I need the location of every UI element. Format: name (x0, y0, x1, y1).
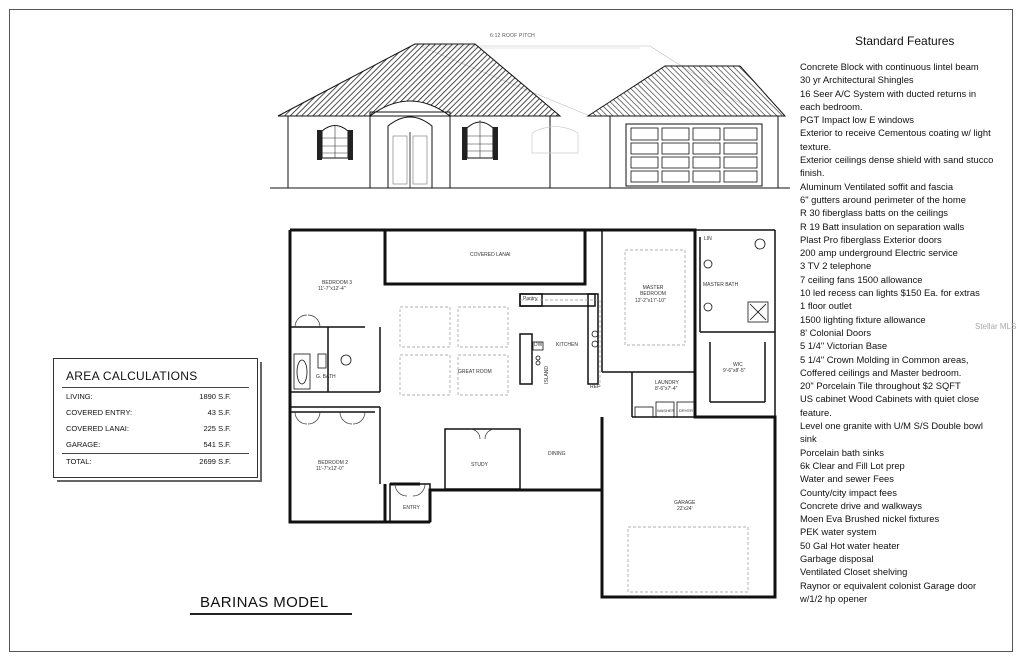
master-bath-label: MASTER BATH (703, 282, 739, 288)
feature-item: County/city impact fees (800, 486, 897, 498)
feature-item: 7 ceiling fans 1500 allowance (800, 273, 923, 285)
bedroom2-size: 11'-7"x12'-0" (316, 466, 344, 472)
lin-label: LIN (704, 236, 712, 242)
area-row (66, 408, 231, 417)
area-row (66, 392, 231, 401)
feature-item: 50 Gal Hot water heater (800, 539, 900, 551)
bedroom3-size: 11'-7"x12'-4" (318, 286, 346, 292)
feature-item: Porcelain bath sinks (800, 446, 884, 458)
feature-item: 3 TV 2 telephone (800, 260, 872, 272)
feature-item: 200 amp underground Electric service (800, 247, 958, 259)
garage-size: 22'x24' (677, 506, 693, 512)
feature-item: PGT Impact low E windows (800, 114, 914, 126)
feature-item: Moen Eva Brushed nickel fixtures (800, 513, 940, 525)
roof-pitch-note: 6:12 ROOF PITCH (490, 33, 535, 39)
wic-label: WIC (733, 362, 743, 368)
dryer-label: DRYER (679, 408, 693, 413)
floor-plan-walls (280, 222, 780, 602)
feature-item: R 19 Batt insulation on separation walls (800, 220, 965, 232)
feature-item: Garbage disposal (800, 552, 874, 564)
feature-item: Plast Pro fiberglass Exterior doors (800, 233, 942, 245)
feature-item: Exterior to receive Cementous coating w/ light (800, 127, 991, 139)
area-total-label: TOTAL: (66, 457, 92, 466)
master-bedroom-label: MASTER BEDROOM (640, 285, 666, 297)
feature-item: Water and sewer Fees (800, 473, 894, 485)
area-row-value: 43 S.F. (207, 408, 231, 417)
bedroom3-label: BEDROOM 3 (322, 280, 353, 286)
feature-item: R 30 fiberglass batts on the ceilings (800, 207, 948, 219)
great-room-label: GREAT ROOM (458, 369, 492, 375)
feature-item: US cabinet Wood Cabinets with quiet close (800, 393, 980, 405)
feature-item: 1 floor outlet (800, 300, 852, 312)
feature-item: 16 Seer A/C System with ducted returns in (800, 87, 977, 99)
feature-item: 30 yr Architectural Shingles (800, 74, 914, 86)
features-title: Standard Features (855, 34, 955, 48)
wic-size: 9'-6"x8'-5" (723, 368, 746, 374)
area-row-value: 1890 S.F. (199, 392, 231, 401)
area-row-value: 225 S.F. (203, 424, 231, 433)
watermark: Stellar MLS (975, 322, 1017, 331)
feature-item: sink (800, 433, 817, 445)
standard-features (800, 34, 1010, 605)
feature-item: texture. (800, 140, 832, 152)
ref-label: REF (590, 384, 600, 390)
feature-item: Ventilated Closet shelving (800, 566, 908, 578)
front-elevation-drawing (270, 28, 790, 198)
feature-item: Raynor or equivalent colonist Garage door (800, 579, 977, 591)
area-total-row (66, 457, 231, 466)
feature-item: 20" Porcelain Tile throughout $2 SQFT (800, 380, 961, 392)
entry-label: ENTRY (403, 505, 420, 511)
feature-item: 1500 lighting fixture allowance (800, 313, 926, 325)
pantry-label: Pantry (523, 296, 538, 302)
garage-hip-roof (588, 66, 785, 116)
area-row-label: COVERED LANAI: (66, 424, 129, 433)
study-label: STUDY (471, 462, 488, 468)
feature-item: 8' Colonial Doors (800, 326, 872, 338)
area-total-divider (62, 453, 249, 454)
dining-label: DINING (548, 451, 566, 457)
feature-item: 5 1/4" Crown Molding in Common areas, (800, 353, 969, 365)
master-bedroom-size: 12'-2"x17'-10" (635, 298, 666, 304)
dw-label: DW (534, 342, 543, 348)
feature-item: Level one granite with U/M S/S Double bowl (800, 420, 983, 432)
features-list (800, 60, 1010, 605)
g-bath-label: G. BATH (316, 374, 336, 380)
feature-item: w/1/2 hp opener (800, 592, 868, 604)
covered-lanai-label: COVERED LANAI (470, 252, 511, 258)
island-label: ISLAND (544, 365, 551, 385)
feature-item: 6" gutters around perimeter of the home (800, 193, 966, 205)
kitchen-label: KITCHEN (556, 342, 578, 348)
area-row-value: 541 S.F. (203, 440, 231, 449)
model-name-underline (190, 613, 352, 615)
feature-item: Coffered ceilings and Master bedroom. (800, 366, 962, 378)
model-name: BARINAS MODEL (200, 594, 329, 611)
feature-item: PEK water system (800, 526, 877, 538)
feature-item: Exterior ceilings dense shield with sand stucco (800, 154, 994, 166)
bedroom2-label: BEDROOM 2 (318, 460, 349, 466)
laundry-size: 8'-6"x7'-4" (655, 386, 678, 392)
feature-item: 10 led recess can lights $150 Ea. for extras (800, 287, 980, 299)
area-title: AREA CALCULATIONS (66, 369, 198, 383)
feature-item: 6k Clear and Fill Lot prep (800, 459, 905, 471)
laundry-label: LAUNDRY (655, 380, 679, 386)
area-calculations-box (53, 358, 258, 478)
washer-label: WASHER (657, 408, 675, 413)
feature-item: Concrete Block with continuous lintel beam (800, 61, 979, 72)
area-row-label: COVERED ENTRY: (66, 408, 133, 417)
garage-label: GARAGE (674, 500, 696, 506)
feature-item: each bedroom. (800, 100, 863, 112)
area-row-label: LIVING: (66, 392, 93, 401)
feature-item: Concrete drive and walkways (800, 499, 922, 511)
feature-item: finish. (800, 167, 825, 179)
area-row (66, 440, 231, 449)
area-divider (62, 387, 249, 388)
feature-item: Aluminum Ventilated soffit and fascia (800, 180, 954, 192)
area-row-label: GARAGE: (66, 440, 101, 449)
feature-item: feature. (800, 406, 832, 418)
area-total-value: 2699 S.F. (199, 457, 231, 466)
floor-plan (280, 222, 780, 602)
area-row (66, 424, 231, 433)
feature-item: 5 1/4" Victorian Base (800, 340, 888, 352)
